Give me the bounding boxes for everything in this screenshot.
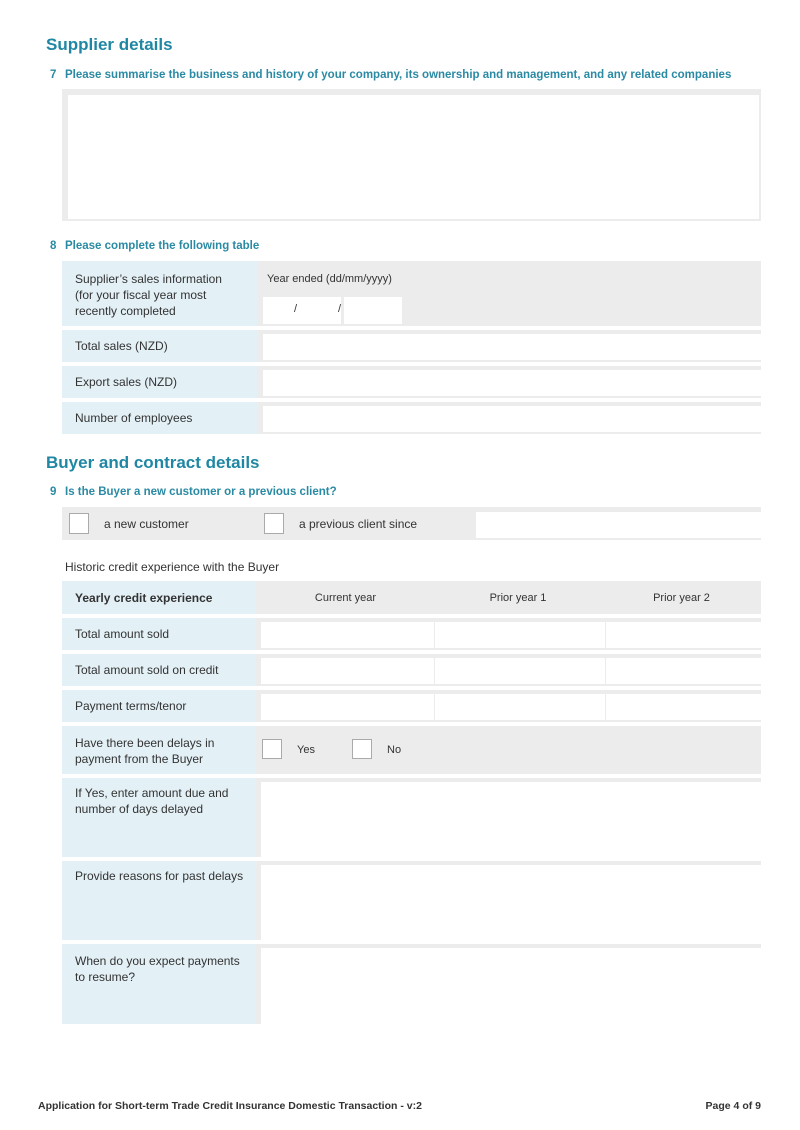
sales-info-label	[75, 271, 222, 319]
previous-client-label: a previous client since	[299, 517, 418, 531]
year-ended-month-input[interactable]	[303, 297, 341, 324]
page-number: Page 4 of 9	[705, 1100, 761, 1112]
total-amount-sold-on-credit-input-0[interactable]	[261, 658, 434, 684]
payment-terms-input-2[interactable]	[606, 694, 761, 720]
delays-label	[75, 735, 214, 767]
question-8-text: Please complete the following table	[65, 240, 260, 252]
payments-resume-field[interactable]	[261, 948, 761, 1024]
export-sales-input[interactable]	[263, 370, 761, 396]
col-prior-year-1: Prior year 1	[489, 592, 547, 604]
payment-terms-input-0[interactable]	[261, 694, 434, 720]
label-line: Supplier’s sales information	[75, 272, 222, 286]
total-amount-sold-on-credit-label: Total amount sold on credit	[75, 663, 219, 677]
section-title-supplier: Supplier details	[46, 35, 173, 54]
no-label: No	[387, 744, 402, 756]
q7-answer-field[interactable]	[68, 95, 759, 219]
yes-label: Yes	[297, 744, 315, 756]
footer-title: Application for Short-term Trade Credit Insurance Domestic Transaction - v:2	[38, 1100, 422, 1112]
if-yes-label	[75, 785, 228, 817]
row-value-cell	[256, 726, 761, 774]
question-7-text: Please summarise the business and history of your company, its ownership and management, and any related companies	[65, 69, 732, 81]
payment-terms-label: Payment terms/tenor	[75, 699, 187, 713]
total-amount-sold-on-credit-input-1[interactable]	[435, 658, 605, 684]
label-line: recently completed	[75, 304, 176, 318]
year-ended-label: Year ended (dd/mm/yyyy)	[267, 273, 392, 285]
new-customer-label: a new customer	[104, 517, 189, 531]
employees-input[interactable]	[263, 406, 761, 432]
section-title-buyer: Buyer and contract details	[46, 453, 260, 472]
question-number: 8	[50, 240, 57, 252]
question-9-text: Is the Buyer a new customer or a previous client?	[65, 486, 337, 498]
yearly-credit-header: Yearly credit experience	[75, 591, 213, 605]
previous-client-checkbox[interactable]	[264, 513, 284, 534]
amount-due-days-field[interactable]	[261, 782, 761, 857]
label-line: payment from the Buyer	[75, 752, 204, 766]
employees-label: Number of employees	[75, 411, 193, 425]
total-amount-sold-input-0[interactable]	[261, 622, 434, 648]
label-line: to resume?	[75, 970, 136, 984]
previous-client-since-input[interactable]	[476, 512, 761, 538]
total-amount-sold-input-1[interactable]	[435, 622, 605, 648]
past-delays-reasons-field[interactable]	[261, 865, 761, 940]
total-amount-sold-on-credit-input-2[interactable]	[606, 658, 761, 684]
total-sales-label: Total sales (NZD)	[75, 339, 168, 353]
label-line: If Yes, enter amount due and	[75, 786, 229, 800]
resume-label	[75, 953, 240, 985]
delays-no-checkbox[interactable]	[352, 739, 372, 759]
total-amount-sold-label: Total amount sold	[75, 627, 170, 641]
reasons-label: Provide reasons for past delays	[75, 869, 244, 883]
total-amount-sold-input-2[interactable]	[606, 622, 761, 648]
question-number: 7	[50, 69, 57, 81]
delays-yes-checkbox[interactable]	[262, 739, 282, 759]
question-number: 9	[50, 486, 57, 498]
historic-title: Historic credit experience with the Buyer	[65, 560, 280, 574]
label-line: (for your fiscal year most	[75, 288, 207, 302]
label-line: When do you expect payments	[75, 954, 240, 968]
label-line: number of days delayed	[75, 802, 204, 816]
export-sales-label: Export sales (NZD)	[75, 375, 178, 389]
label-line: Have there been delays in	[75, 736, 215, 750]
new-customer-checkbox[interactable]	[69, 513, 89, 534]
date-separator: /	[294, 303, 298, 315]
col-current-year: Current year	[314, 592, 377, 604]
year-ended-year-input[interactable]	[344, 297, 402, 324]
col-prior-year-2: Prior year 2	[653, 592, 710, 604]
date-separator: /	[338, 303, 342, 315]
total-sales-input[interactable]	[263, 334, 761, 360]
year-ended-day-input[interactable]	[263, 297, 304, 324]
payment-terms-input-1[interactable]	[435, 694, 605, 720]
